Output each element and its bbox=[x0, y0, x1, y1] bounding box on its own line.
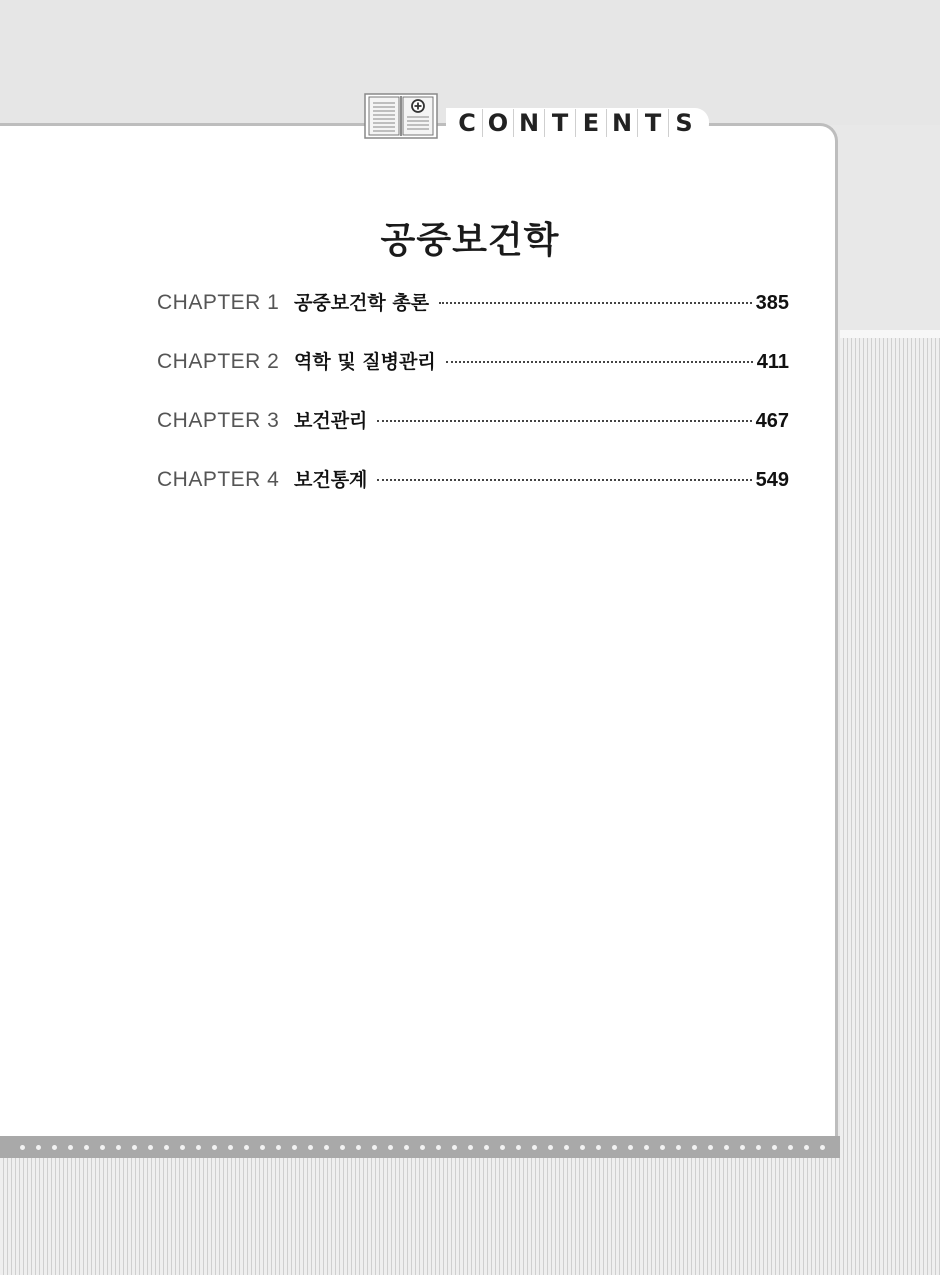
footer-dot bbox=[756, 1145, 761, 1150]
footer-dot bbox=[388, 1145, 393, 1150]
toc-chapter-title: 공중보건학 총론 bbox=[294, 292, 430, 314]
footer-dot bbox=[804, 1145, 809, 1150]
footer-dot bbox=[516, 1145, 521, 1150]
footer-dot bbox=[548, 1145, 553, 1150]
footer-dot bbox=[820, 1145, 825, 1150]
footer-dot bbox=[580, 1145, 585, 1150]
footer-dot bbox=[260, 1145, 265, 1150]
footer-dot bbox=[308, 1145, 313, 1150]
toc-chapter-title: 보건통계 bbox=[294, 469, 368, 491]
toc-entry[interactable] bbox=[157, 406, 789, 465]
toc-chapter-title: 역학 및 질병관리 bbox=[294, 351, 436, 373]
footer-dot bbox=[724, 1145, 729, 1150]
footer-dot bbox=[164, 1145, 169, 1150]
footer-dot bbox=[356, 1145, 361, 1150]
footer-dot bbox=[20, 1145, 25, 1150]
contents-letter: O bbox=[483, 109, 514, 137]
bottom-stripes bbox=[0, 1158, 940, 1275]
contents-letter: C bbox=[452, 109, 483, 137]
footer-dot bbox=[228, 1145, 233, 1150]
dotted-footer-bar bbox=[0, 1136, 840, 1158]
contents-letter: N bbox=[514, 109, 545, 137]
side-stripes bbox=[840, 338, 940, 1275]
footer-dot bbox=[52, 1145, 57, 1150]
footer-dot bbox=[324, 1145, 329, 1150]
footer-dot bbox=[116, 1145, 121, 1150]
footer-dot bbox=[436, 1145, 441, 1150]
book-title: 공중보건학 bbox=[380, 220, 560, 261]
toc-dot-leader bbox=[446, 360, 753, 363]
footer-dot bbox=[244, 1145, 249, 1150]
toc-dot-leader bbox=[377, 478, 751, 481]
footer-dot bbox=[292, 1145, 297, 1150]
toc-page-number: 411 bbox=[756, 351, 789, 373]
footer-dot bbox=[404, 1145, 409, 1150]
footer-dot bbox=[708, 1145, 713, 1150]
contents-letter: E bbox=[576, 109, 607, 137]
footer-dot bbox=[212, 1145, 217, 1150]
footer-dot bbox=[676, 1145, 681, 1150]
footer-dot bbox=[276, 1145, 281, 1150]
contents-letter: T bbox=[545, 109, 576, 137]
footer-dot bbox=[660, 1145, 665, 1150]
footer-dot bbox=[612, 1145, 617, 1150]
contents-letter: T bbox=[638, 109, 669, 137]
toc-chapter-title: 보건관리 bbox=[294, 410, 368, 432]
footer-dot bbox=[468, 1145, 473, 1150]
toc-entry[interactable] bbox=[157, 465, 789, 524]
footer-dot bbox=[452, 1145, 457, 1150]
footer-dot bbox=[340, 1145, 345, 1150]
footer-dot bbox=[532, 1145, 537, 1150]
toc-entry[interactable] bbox=[157, 288, 789, 347]
footer-dot bbox=[84, 1145, 89, 1150]
footer-dot bbox=[484, 1145, 489, 1150]
contents-letter: S bbox=[675, 109, 693, 137]
footer-dot bbox=[420, 1145, 425, 1150]
footer-dot bbox=[36, 1145, 41, 1150]
footer-dot bbox=[772, 1145, 777, 1150]
toc-chapter-label: CHAPTER 3 bbox=[157, 409, 280, 432]
footer-dot bbox=[100, 1145, 105, 1150]
contents-letter: N bbox=[607, 109, 638, 137]
toc-entry[interactable] bbox=[157, 347, 789, 406]
toc-page-number: 549 bbox=[755, 469, 789, 491]
open-book-medical-icon bbox=[364, 93, 438, 139]
header-rule bbox=[0, 123, 370, 126]
footer-dot bbox=[68, 1145, 73, 1150]
footer-dot bbox=[196, 1145, 201, 1150]
footer-dot bbox=[596, 1145, 601, 1150]
footer-dot bbox=[740, 1145, 745, 1150]
contents-badge bbox=[364, 92, 438, 140]
toc-dot-leader bbox=[439, 301, 752, 304]
footer-dot bbox=[644, 1145, 649, 1150]
toc-page-number: 385 bbox=[755, 292, 789, 314]
footer-dot bbox=[628, 1145, 633, 1150]
header-band bbox=[0, 0, 940, 125]
toc-chapter-label: CHAPTER 1 bbox=[157, 291, 280, 314]
content-panel bbox=[0, 123, 838, 1138]
toc-chapter-label: CHAPTER 4 bbox=[157, 468, 280, 491]
toc-page-number: 467 bbox=[755, 410, 789, 432]
footer-dot bbox=[132, 1145, 137, 1150]
footer-dot bbox=[692, 1145, 697, 1150]
footer-dot bbox=[180, 1145, 185, 1150]
footer-dot bbox=[148, 1145, 153, 1150]
footer-dot bbox=[500, 1145, 505, 1150]
table-of-contents bbox=[157, 288, 789, 524]
toc-chapter-label: CHAPTER 2 bbox=[157, 350, 280, 373]
contents-heading bbox=[446, 108, 709, 138]
footer-dot bbox=[564, 1145, 569, 1150]
toc-dot-leader bbox=[377, 419, 751, 422]
side-stripe-cap bbox=[840, 330, 940, 338]
footer-dot bbox=[372, 1145, 377, 1150]
footer-dot bbox=[788, 1145, 793, 1150]
